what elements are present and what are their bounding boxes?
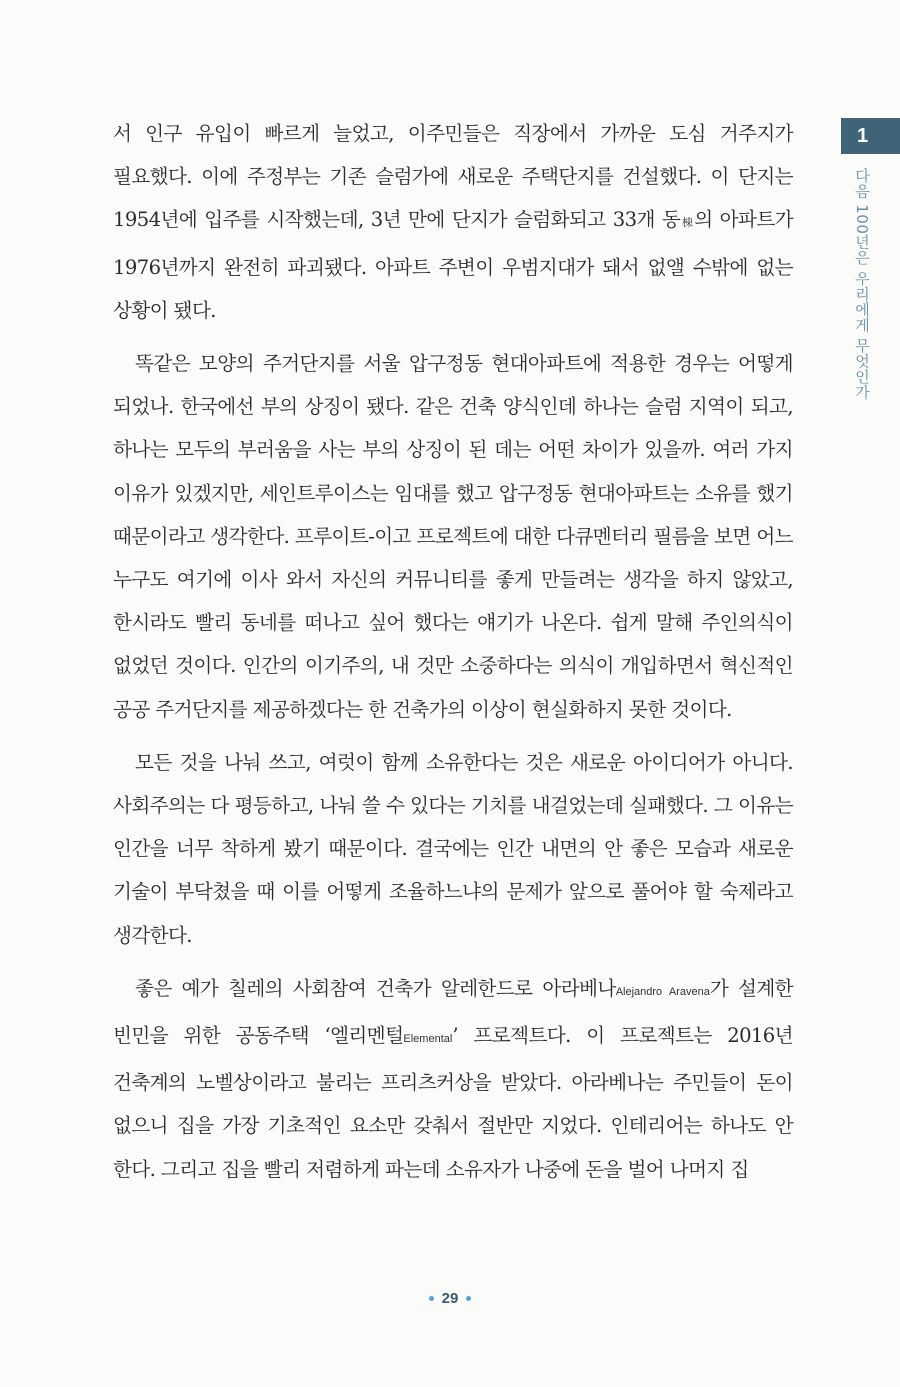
bullet-dot-icon xyxy=(466,1296,471,1301)
bullet-dot-icon xyxy=(429,1296,434,1301)
page-number xyxy=(0,1290,900,1307)
page-body xyxy=(113,112,793,1191)
paragraph-1 xyxy=(113,112,793,332)
paragraph-1-text-rest: 의 아파트가 1976년까지 완전히 파괴됐다. 아파트 주변이 우범지대가 돼서 없앨 수밖에 없는 상황이 됐다. xyxy=(113,208,793,322)
paragraph-4-text-c: ’ 프로젝트다. 이 프로젝트는 2016년 건축계의 노벨상이라고 불리는 프리츠커상을 받았다. 아라베나는 주민들이 돈이 없으니 집을 가장 기초적인 요소만 갖춰서 절반만 지었다. 인테리어는 하나도 안 한다. 그리고 집을 빨리 저렴하게 파는데 소유자가 나중에 돈을 벌어 나머지 집 xyxy=(113,1024,793,1181)
paragraph-4-text-b: 가 설계한 빈민을 위한 공동주택 ‘엘리멘털 xyxy=(113,976,793,1048)
paragraph-3: 모든 것을 나눠 쓰고, 여럿이 함께 소유한다는 것은 새로운 아이디어가 아니다. 사회주의는 다 평등하고, 나눠 쓸 수 있다는 기치를 내걸었는데 실패했다. 그 이유는 인간을 너무 착하게 봤기 때문이다. 결국에는 인간 내면의 안 좋은 모습과 새로운 기술이 부닥쳤을 때 이를 어떻게 조율하느냐의 문제가 앞으로 풀어야 할 숙제라고 생각한다. xyxy=(113,750,793,947)
gloss-elemental: Elemental xyxy=(403,1033,453,1046)
gloss-aravena: Alejandro Aravena xyxy=(615,985,710,998)
paragraph-4-text-a: 좋은 예가 칠레의 사회참여 건축가 알레한드로 아라베나 xyxy=(135,976,616,1000)
paragraph-1-text: 서 인구 유입이 빠르게 늘었고, 이주민들은 직장에서 가까운 도심 거주지가 필요했다. 이에 주정부는 기존 슬럼가에 새로운 주택단지를 건설했다. 이 단지는 1954년에 입주를 시작했는데, 3년 만에 단지가 슬럼화되고 33개 동 xyxy=(113,122,793,232)
chapter-number-tab: 1 xyxy=(841,118,900,154)
page-number-value: 29 xyxy=(441,1290,459,1307)
chapter-side-title: 다음 100년은 우리에게 무엇인가 xyxy=(853,168,871,400)
hanja-annotation: 棟 xyxy=(680,217,695,230)
paragraph-4 xyxy=(113,967,793,1191)
paragraph-2: 똑같은 모양의 주거단지를 서울 압구정동 현대아파트에 적용한 경우는 어떻게 되었나. 한국에선 부의 상징이 됐다. 같은 건축 양식인데 하나는 슬럼 지역이 되고, 하나는 모두의 부러움을 사는 부의 상징이 된 데는 어떤 차이가 있을까. 여러 가지 이유가 있겠지만, 세인트루이스는 임대를 했고 압구정동 현대아파트는 소유를 했기 때문이라고 생각한다. 프루이트-이고 프로젝트에 대한 다큐멘터리 필름을 보면 어느 누구도 여기에 이사 와서 자신의 커뮤니티를 좋게 만들려는 생각을 하지 않았고, 한시라도 빨리 동네를 떠나고 싶어 했다는 얘기가 나온다. 쉽게 말해 주인의식이 없었던 것이다. 인간의 이기주의, 내 것만 소중하다는 의식이 개입하면서 혁신적인 공공 주거단지를 제공하겠다는 한 건축가의 이상이 현실화하지 못한 것이다. xyxy=(113,352,793,721)
